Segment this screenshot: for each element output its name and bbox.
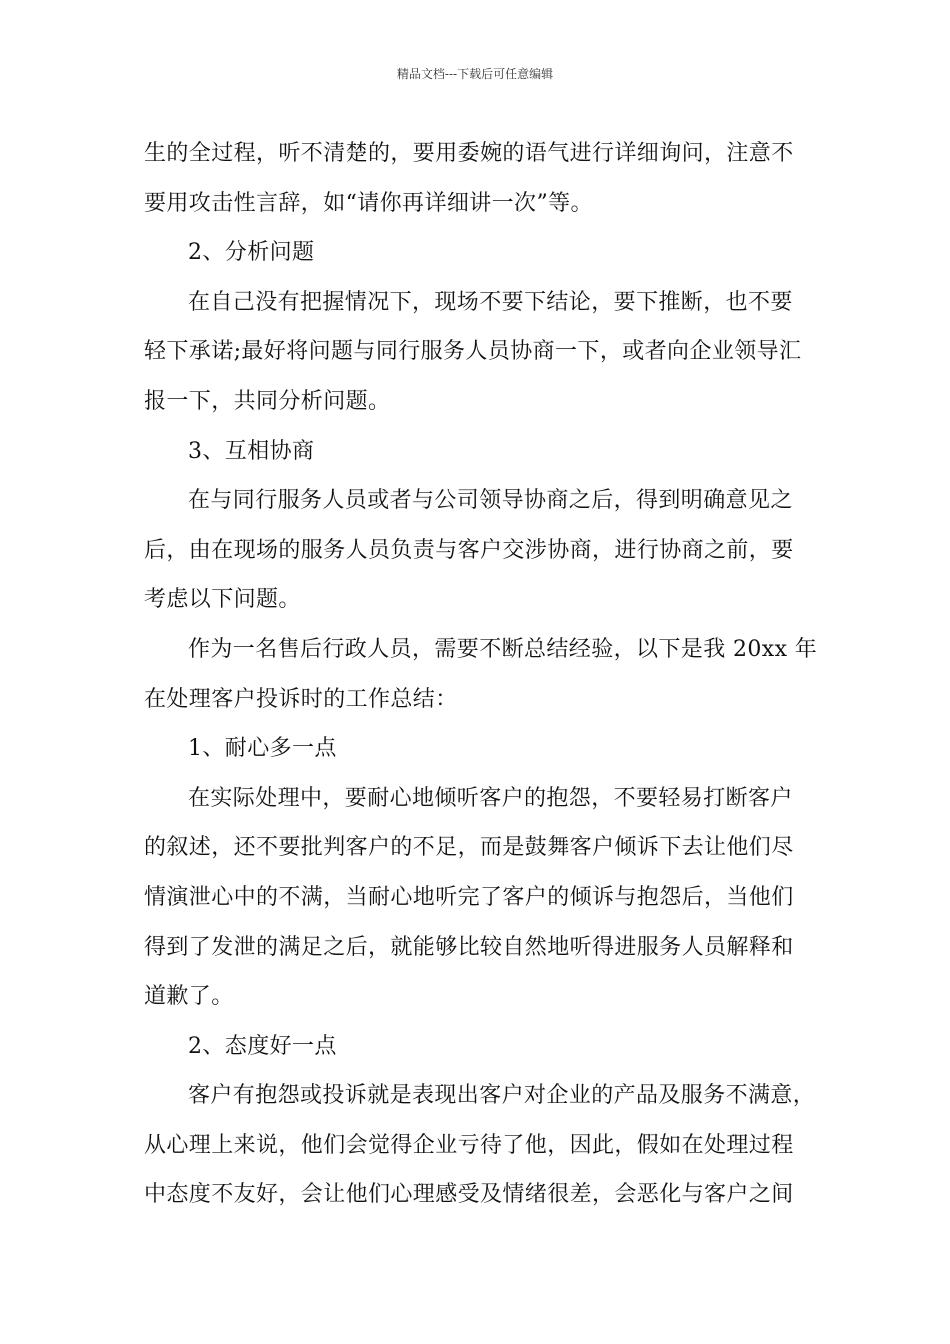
paragraph-line: 在实际处理中，要耐心地倾听客户的抱怨，不要轻易打断客户 (188, 785, 793, 811)
section-heading: 2、分析问题 (188, 240, 315, 266)
section-heading: 3、互相协商 (188, 438, 315, 464)
page-header: 精品文档---下载后可任意编辑 (396, 67, 554, 81)
paragraph-line: 情演泄心中的不满，当耐心地听完了客户的倾诉与抱怨后，当他们 (144, 884, 794, 910)
paragraph-line: 道歉了。 (144, 984, 234, 1010)
paragraph-line: 考虑以下问题。 (144, 587, 301, 613)
paragraph-line: 轻下承诺;最好将问题与同行服务人员协商一下，或者向企业领导汇 (144, 339, 802, 365)
paragraph-line: 中态度不友好，会让他们心理感受及情绪很差，会恶化与客户之间 (144, 1182, 794, 1208)
paragraph-line: 在处理客户投诉时的工作总结： (144, 686, 458, 712)
paragraph-line: 在与同行服务人员或者与公司领导协商之后，得到明确意见之 (188, 488, 793, 514)
paragraph-line: 生的全过程，听不清楚的，要用委婉的语气进行详细询问，注意不 (144, 141, 794, 166)
paragraph-line: 从心理上来说，他们会觉得企业亏待了他，因此，假如在处理过程 (144, 1132, 794, 1158)
paragraph-line: 作为一名售后行政人员，需要不断总结经验，以下是我 20xx 年 (188, 636, 818, 662)
paragraph-line: 的叙述，还不要批判客户的不足，而是鼓舞客户倾诉下去让他们尽 (144, 835, 794, 861)
paragraph-line: 报一下，共同分析问题。 (144, 388, 391, 414)
paragraph-line: 客户有抱怨或投诉就是表现出客户对企业的产品及服务不满意， (188, 1083, 816, 1109)
paragraph-line: 得到了发泄的满足之后，就能够比较自然地听得进服务人员解释和 (144, 934, 794, 960)
paragraph-line: 后，由在现场的服务人员负责与客户交涉协商，进行协商之前，要 (144, 537, 794, 563)
document-body (144, 129, 818, 1220)
paragraph-line: 在自己没有把握情况下，现场不要下结论，要下推断，也不要 (188, 289, 793, 315)
section-heading: 1、耐心多一点 (188, 736, 337, 762)
paragraph-line: 要用攻击性言辞，如“请你再详细讲一次”等。 (144, 190, 593, 216)
section-heading: 2、态度好一点 (188, 1033, 337, 1059)
